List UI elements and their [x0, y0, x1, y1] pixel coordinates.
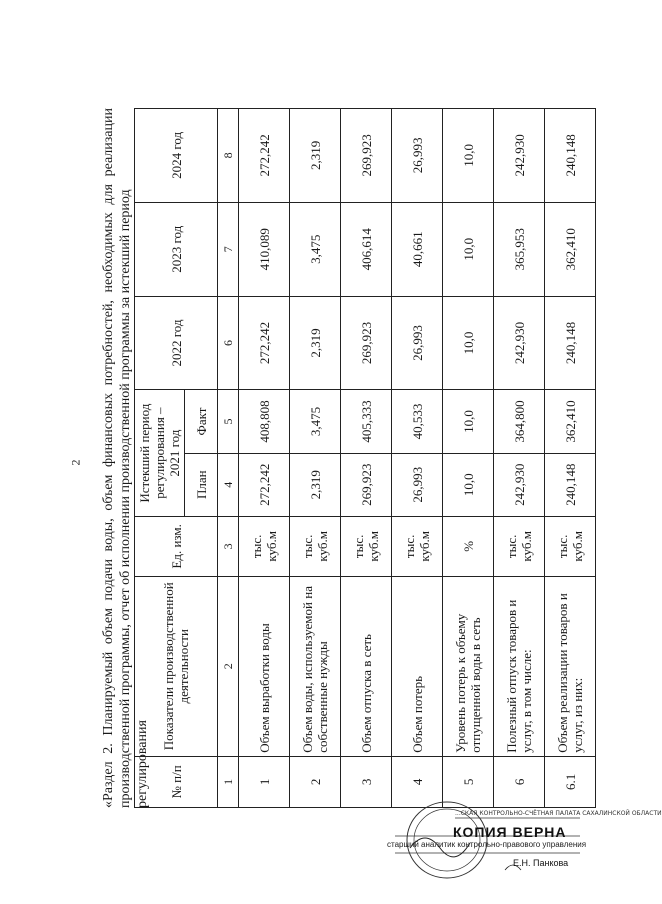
cell-name: Объем выработки воды	[239, 576, 290, 756]
cell-num: 6	[494, 756, 545, 807]
header-past-period: Истекший период регулирования – 2021 год	[135, 390, 185, 516]
section-title-line-2: производственной программы, отчет об исполнении производственной программы за истекший период регулирования	[118, 189, 150, 808]
cell-y2023: 410,089	[239, 202, 290, 296]
cell-fact: 3,475	[290, 390, 341, 453]
cell-y2022: 272,242	[239, 296, 290, 390]
cell-plan: 2,319	[290, 453, 341, 516]
rotated-content	[100, 108, 625, 808]
cell-fact: 364,800	[494, 390, 545, 453]
table-row	[341, 109, 392, 808]
section-title-line-1: «Раздел 2. Планируемый объем подачи воды, объем финансовых потребностей, необходимых для реализации	[101, 108, 116, 808]
copy-certification-stamp	[387, 798, 662, 898]
col-number: 3	[218, 516, 239, 576]
header-2023: 2023 год	[135, 202, 218, 296]
cell-y2023: 365,953	[494, 202, 545, 296]
cell-num: 5	[443, 756, 494, 807]
table-row	[494, 109, 545, 808]
cell-y2023: 3,475	[290, 202, 341, 296]
header-2022: 2022 год	[135, 296, 218, 390]
cell-name: Объем реализации товаров и услуг, из них:	[545, 576, 596, 756]
stamp-position: старший аналитик контрольно-правового управления	[387, 840, 587, 849]
cell-fact: 40,533	[392, 390, 443, 453]
page-number: 2	[68, 459, 83, 466]
cell-num: 2	[290, 756, 341, 807]
cell-plan: 269,923	[341, 453, 392, 516]
cell-y2022: 26,993	[392, 296, 443, 390]
col-number: 8	[218, 109, 239, 203]
cell-plan: 26,993	[392, 453, 443, 516]
stamp-verna: КОПИЯ ВЕРНА	[453, 824, 567, 840]
cell-plan: 242,930	[494, 453, 545, 516]
stamp-org: ...СКАЯ КОНТРОЛЬНО-СЧЁТНАЯ ПАЛАТА САХАЛИНСКОЙ ОБЛАСТИ	[455, 810, 662, 817]
cell-y2022: 269,923	[341, 296, 392, 390]
cell-y2023: 10,0	[443, 202, 494, 296]
table-row	[290, 109, 341, 808]
cell-fact: 362,410	[545, 390, 596, 453]
header-unit: Ед. изм.	[135, 516, 218, 576]
cell-y2022: 242,930	[494, 296, 545, 390]
table-body	[239, 109, 596, 808]
cell-num: 3	[341, 756, 392, 807]
cell-y2024: 26,993	[392, 109, 443, 203]
col-number: 7	[218, 202, 239, 296]
cell-unit: тыс. куб.м	[341, 516, 392, 576]
production-program-table	[134, 108, 596, 808]
cell-fact: 408,808	[239, 390, 290, 453]
cell-unit: тыс. куб.м	[392, 516, 443, 576]
cell-y2024: 240,148	[545, 109, 596, 203]
cell-y2024: 269,923	[341, 109, 392, 203]
col-number: 2	[218, 576, 239, 756]
col-number: 5	[218, 390, 239, 453]
cell-y2022: 240,148	[545, 296, 596, 390]
cell-unit: тыс. куб.м	[239, 516, 290, 576]
cell-plan: 240,148	[545, 453, 596, 516]
col-number: 6	[218, 296, 239, 390]
cell-plan: 272,242	[239, 453, 290, 516]
col-number: 1	[218, 756, 239, 807]
table-row	[545, 109, 596, 808]
cell-y2022: 10,0	[443, 296, 494, 390]
table-row	[443, 109, 494, 808]
cell-num: 4	[392, 756, 443, 807]
cell-y2024: 2,319	[290, 109, 341, 203]
header-num: № п/п	[135, 756, 218, 807]
cell-num: 1	[239, 756, 290, 807]
cell-y2023: 40,661	[392, 202, 443, 296]
cell-y2024: 272,242	[239, 109, 290, 203]
cell-fact: 405,333	[341, 390, 392, 453]
cell-y2023: 406,614	[341, 202, 392, 296]
header-indicator: Показатели производственной деятельности	[135, 576, 218, 756]
cell-unit: тыс. куб.м	[545, 516, 596, 576]
header-2024: 2024 год	[135, 109, 218, 203]
stamp-name: Е.Н. Панкова	[513, 858, 569, 868]
cell-y2023: 362,410	[545, 202, 596, 296]
header-plan: План	[185, 453, 218, 516]
table-row	[392, 109, 443, 808]
cell-y2024: 242,930	[494, 109, 545, 203]
column-number-row	[218, 109, 239, 808]
cell-y2024: 10,0	[443, 109, 494, 203]
cell-name: Объем воды, используемой на собственные нужды	[290, 576, 341, 756]
cell-name: Полезный отпуск товаров и услуг, в том числе:	[494, 576, 545, 756]
cell-plan: 10,0	[443, 453, 494, 516]
cell-unit: %	[443, 516, 494, 576]
header-fact: Факт	[185, 390, 218, 453]
cell-name: Объем потерь	[392, 576, 443, 756]
table-row	[239, 109, 290, 808]
cell-unit: тыс. куб.м	[290, 516, 341, 576]
cell-num: 6.1	[545, 756, 596, 807]
cell-name: Уровень потерь к объему отпущенной воды в сеть	[443, 576, 494, 756]
col-number: 4	[218, 453, 239, 516]
header-row-1	[135, 109, 185, 808]
cell-y2022: 2,319	[290, 296, 341, 390]
cell-fact: 10,0	[443, 390, 494, 453]
cell-unit: тыс. куб.м	[494, 516, 545, 576]
cell-name: Объем отпуска в сеть	[341, 576, 392, 756]
